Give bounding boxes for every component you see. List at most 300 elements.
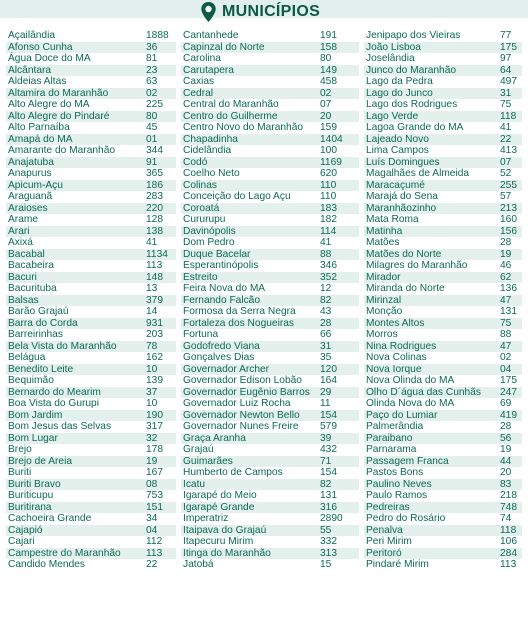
municipality-count: 128: [146, 214, 163, 225]
municipality-count: 34: [146, 513, 158, 524]
municipality-count: 159: [320, 122, 337, 133]
municipality-count: 28: [500, 237, 512, 248]
municipality-count: 04: [146, 524, 158, 536]
municipality-name: Olho D´água das Cunhãs: [366, 386, 481, 398]
municipality-row: [181, 444, 359, 456]
municipality-count: 284: [500, 547, 517, 559]
municipality-count: 80: [146, 110, 158, 122]
municipality-count: 69: [500, 398, 512, 409]
municipality-name: Formosa da Serra Negra: [183, 306, 296, 317]
page-header: [0, 0, 528, 26]
municipality-row: [364, 490, 522, 502]
municipality-row: [6, 502, 176, 514]
municipality-count: 41: [320, 237, 332, 248]
municipality-name: Coroatá: [183, 202, 220, 214]
municipality-row: [181, 329, 359, 341]
municipality-row: [364, 502, 522, 514]
municipality-column-1: [6, 30, 176, 571]
municipality-name: Barra do Corda: [8, 317, 78, 329]
municipality-name: Coelho Neto: [183, 168, 240, 179]
municipality-count: 66: [320, 329, 332, 340]
municipality-row: [364, 111, 522, 123]
municipality-name: Mirador: [366, 271, 401, 283]
municipality-row: [6, 375, 176, 387]
municipality-name: Matinha: [366, 225, 403, 237]
municipality-name: Bacurituba: [8, 283, 57, 294]
municipality-name: Luís Domingues: [366, 156, 440, 168]
municipality-name: Igarapé Grande: [183, 501, 255, 513]
municipality-name: Cururupu: [183, 214, 226, 225]
municipality-count: 164: [320, 375, 337, 386]
municipality-count: 118: [500, 110, 517, 122]
municipality-name: Lima Campos: [366, 145, 429, 156]
municipality-count: 154: [320, 409, 337, 421]
municipality-count: 43: [320, 306, 332, 317]
municipality-row: [364, 329, 522, 341]
municipality-name: Parnarama: [366, 444, 417, 455]
municipality-row: [364, 421, 522, 433]
municipality-count: 32: [146, 432, 158, 444]
municipality-row: [6, 30, 176, 42]
municipality-count: 138: [146, 225, 163, 237]
municipality-row: [181, 421, 359, 433]
municipality-name: Matões: [366, 237, 400, 248]
municipality-row: [6, 548, 176, 560]
municipality-count: 1134: [146, 248, 168, 260]
municipality-name: Pedro do Rosário: [366, 513, 446, 524]
municipality-row: [6, 157, 176, 169]
municipality-count: 579: [320, 421, 337, 432]
municipality-count: 29: [320, 386, 332, 398]
municipality-name: Matões do Norte: [366, 248, 442, 260]
municipality-row: [364, 559, 522, 571]
municipality-count: 379: [146, 294, 163, 306]
municipality-count: 255: [500, 179, 517, 191]
municipality-count: 148: [146, 271, 163, 283]
municipality-row: [364, 467, 522, 479]
municipality-name: Central do Maranhão: [183, 99, 279, 110]
municipality-row: [6, 364, 176, 376]
municipality-row: [6, 341, 176, 353]
municipality-count: 190: [146, 409, 163, 421]
municipality-row: [364, 306, 522, 318]
municipality-row: [6, 88, 176, 100]
municipality-name: Campestre do Maranhão: [8, 547, 121, 559]
municipality-count: 01: [146, 133, 158, 145]
municipality-row: [6, 203, 176, 215]
municipality-name: Pastos Bons: [366, 467, 424, 478]
municipality-row: [6, 318, 176, 330]
municipality-row: [6, 295, 176, 307]
municipality-name: Chapadinha: [183, 133, 238, 145]
municipality-row: [6, 99, 176, 111]
municipality-row: [364, 364, 522, 376]
municipality-name: Olinda Nova do MA: [366, 398, 455, 409]
municipality-name: Itapecuru Mirim: [183, 536, 254, 547]
municipality-row: [6, 249, 176, 261]
municipality-row: [364, 226, 522, 238]
municipality-name: Barão Grajaú: [8, 306, 69, 317]
municipality-row: [181, 111, 359, 123]
municipality-name: Palmerândia: [366, 421, 424, 432]
municipality-count: 365: [146, 168, 163, 179]
municipality-column-2: [181, 30, 359, 571]
municipality-name: Godofredo Viana: [183, 340, 260, 352]
municipality-row: [181, 364, 359, 376]
municipality-name: Itaipava do Grajaú: [183, 524, 267, 536]
municipality-name: Aldeias Altas: [8, 76, 67, 87]
municipality-count: 748: [500, 501, 517, 513]
municipality-row: [6, 559, 176, 571]
municipality-row: [181, 214, 359, 226]
municipality-name: Buriti: [8, 467, 32, 478]
municipality-name: Brejo de Areia: [8, 455, 72, 467]
municipality-row: [364, 260, 522, 272]
municipality-name: Arari: [8, 225, 30, 237]
municipality-name: Axixá: [8, 237, 33, 248]
municipality-name: Araioses: [8, 202, 48, 214]
municipality-row: [181, 168, 359, 180]
municipality-row: [364, 145, 522, 157]
municipality-row: [6, 180, 176, 192]
municipality-row: [6, 260, 176, 272]
municipality-count: 183: [320, 202, 337, 214]
municipality-row: [6, 329, 176, 341]
municipality-row: [6, 433, 176, 445]
municipality-row: [181, 479, 359, 491]
municipality-row: [364, 180, 522, 192]
header-title-group: [200, 1, 320, 23]
municipality-row: [364, 433, 522, 445]
municipality-name: Colinas: [183, 179, 217, 191]
municipality-count: 13: [146, 283, 158, 294]
municipality-count: 74: [500, 513, 512, 524]
municipality-row: [181, 249, 359, 261]
municipality-name: Governador Nunes Freire: [183, 421, 299, 432]
municipality-row: [181, 318, 359, 330]
municipality-row: [181, 433, 359, 445]
municipality-row: [6, 398, 176, 410]
municipality-count: 20: [320, 110, 332, 122]
municipality-row: [6, 76, 176, 88]
municipality-count: 225: [146, 99, 163, 110]
municipality-count: 175: [500, 375, 517, 386]
municipality-row: [364, 525, 522, 537]
municipality-row: [364, 157, 522, 169]
municipality-row: [6, 111, 176, 123]
municipality-name: Caxias: [183, 76, 215, 87]
municipality-count: 313: [320, 547, 337, 559]
municipality-count: 55: [320, 524, 332, 536]
municipality-name: Alcântara: [8, 64, 52, 76]
municipality-count: 31: [320, 340, 332, 352]
municipality-row: [364, 375, 522, 387]
municipality-count: 167: [146, 467, 163, 478]
municipality-name: Fernando Falcão: [183, 294, 261, 306]
municipality-name: Candido Mendes: [8, 559, 86, 570]
municipality-row: [364, 513, 522, 525]
municipality-name: Pindaré Mirim: [366, 559, 429, 570]
municipality-name: Fortaleza dos Nogueiras: [183, 317, 294, 329]
municipality-row: [181, 283, 359, 295]
municipality-count: 22: [146, 559, 158, 570]
municipality-count: 332: [320, 536, 337, 547]
municipality-name: Afonso Cunha: [8, 41, 73, 53]
municipality-name: Bacabal: [8, 248, 45, 260]
municipality-row: [364, 65, 522, 77]
municipality-row: [364, 536, 522, 548]
municipality-count: 419: [500, 409, 517, 421]
municipality-count: 110: [320, 179, 337, 191]
municipality-count: 31: [500, 87, 512, 99]
municipality-name: Bom Jardim: [8, 409, 63, 421]
municipality-row: [6, 145, 176, 157]
municipality-name: Igarapé do Meio: [183, 490, 257, 501]
municipality-name: Paulo Ramos: [366, 490, 428, 501]
municipality-name: Amapá do MA: [8, 133, 73, 145]
municipality-name: Bacuri: [8, 271, 37, 283]
municipality-row: [181, 410, 359, 422]
municipality-name: Governador Luiz Rocha: [183, 398, 291, 409]
municipality-row: [181, 387, 359, 399]
municipality-name: Grajaú: [183, 444, 214, 455]
municipality-row: [6, 513, 176, 525]
municipality-count: 02: [146, 87, 158, 99]
municipality-name: Alto Alegre do Pindaré: [8, 110, 110, 122]
municipality-name: Penalva: [366, 524, 403, 536]
municipality-name: Marajá do Sena: [366, 191, 438, 202]
municipality-name: Bacabeira: [8, 260, 54, 271]
municipality-name: Carolina: [183, 53, 221, 64]
municipality-row: [181, 65, 359, 77]
municipality-row: [6, 387, 176, 399]
municipality-count: 11: [320, 398, 331, 409]
page-title: MUNICÍPIOS: [222, 3, 321, 20]
municipality-name: Alto Parnaíba: [8, 122, 70, 133]
municipality-row: [181, 76, 359, 88]
municipality-name: Mirinzal: [366, 294, 402, 306]
municipality-count: 316: [320, 501, 337, 513]
municipality-count: 47: [500, 294, 512, 306]
municipality-count: 175: [500, 41, 517, 53]
municipality-name: João Lisboa: [366, 41, 421, 53]
municipality-name: Itinga do Maranhão: [183, 547, 271, 559]
municipality-row: [181, 548, 359, 560]
municipality-row: [181, 203, 359, 215]
municipality-count: 62: [500, 271, 512, 283]
municipality-name: Bernardo do Mearim: [8, 386, 101, 398]
municipality-name: Arame: [8, 214, 39, 225]
municipality-name: Lajeado Novo: [366, 133, 429, 145]
municipality-count: 1169: [320, 156, 342, 168]
municipality-name: Miranda do Norte: [366, 283, 445, 294]
municipality-row: [364, 88, 522, 100]
municipality-count: 162: [146, 352, 163, 363]
municipality-name: Alto Alegre do MA: [8, 99, 90, 110]
municipality-row: [6, 525, 176, 537]
municipality-name: Lago do Junco: [366, 87, 433, 99]
municipality-name: Capinzal do Norte: [183, 41, 265, 53]
municipality-count: 15: [320, 559, 332, 570]
municipality-name: Belágua: [8, 352, 46, 363]
municipality-row: [364, 42, 522, 54]
municipality-name: Bom Jesus das Selvas: [8, 421, 112, 432]
municipality-count: 131: [500, 306, 517, 317]
municipality-row: [6, 42, 176, 54]
municipality-name: Maranhãozinho: [366, 202, 437, 214]
municipality-count: 41: [500, 122, 512, 133]
municipality-name: Fortuna: [183, 329, 219, 340]
municipality-name: Açailândia: [8, 30, 56, 41]
municipality-count: 80: [320, 53, 332, 64]
municipality-count: 136: [500, 283, 517, 294]
municipality-count: 12: [320, 283, 332, 294]
municipality-name: Governador Edison Lobão: [183, 375, 302, 386]
municipality-count: 71: [320, 455, 332, 467]
municipality-row: [6, 237, 176, 249]
municipality-row: [6, 456, 176, 468]
municipality-count: 113: [146, 547, 163, 559]
municipality-name: Governador Archer: [183, 363, 270, 375]
municipality-count: 08: [146, 478, 158, 490]
municipality-count: 81: [146, 53, 158, 64]
municipality-column-3: [364, 30, 522, 571]
municipality-row: [181, 456, 359, 468]
municipality-name: Gonçalves Dias: [183, 352, 255, 363]
municipality-name: Buriti Bravo: [8, 478, 61, 490]
municipality-count: 64: [500, 64, 512, 76]
municipality-row: [364, 76, 522, 88]
municipality-row: [181, 99, 359, 111]
municipality-count: 931: [146, 317, 163, 329]
municipality-name: Passagem Franca: [366, 455, 449, 467]
municipality-name: Mata Roma: [366, 214, 419, 225]
municipality-row: [6, 536, 176, 548]
municipality-count: 100: [320, 145, 337, 156]
municipality-count: 113: [146, 260, 163, 271]
municipality-count: 112: [146, 536, 163, 547]
municipality-row: [181, 53, 359, 65]
municipality-count: 2890: [320, 513, 343, 524]
municipality-count: 75: [500, 99, 512, 110]
municipality-count: 57: [500, 191, 512, 202]
municipality-count: 220: [146, 202, 163, 214]
municipality-row: [181, 306, 359, 318]
municipality-row: [181, 513, 359, 525]
municipality-name: Humberto de Campos: [183, 467, 283, 478]
municipality-row: [364, 548, 522, 560]
municipality-count: 83: [500, 478, 512, 490]
municipality-row: [181, 260, 359, 272]
municipality-count: 19: [500, 444, 512, 455]
municipality-name: Água Doce do MA: [8, 53, 91, 64]
municipality-count: 247: [500, 386, 517, 398]
municipality-row: [364, 479, 522, 491]
municipality-count: 352: [320, 271, 337, 283]
municipality-row: [364, 444, 522, 456]
municipality-count: 620: [320, 168, 337, 179]
municipality-count: 02: [320, 87, 332, 99]
municipality-count: 113: [500, 559, 517, 570]
municipality-row: [364, 53, 522, 65]
municipality-row: [6, 444, 176, 456]
municipality-name: Duque Bacelar: [183, 248, 251, 260]
municipality-row: [364, 191, 522, 203]
municipality-row: [364, 341, 522, 353]
municipality-count: 45: [146, 122, 158, 133]
municipality-row: [181, 191, 359, 203]
municipality-row: [181, 536, 359, 548]
municipality-count: 158: [320, 41, 337, 53]
municipality-count: 432: [320, 444, 337, 455]
municipality-name: Cajari: [8, 536, 35, 547]
municipality-name: Paço do Lumiar: [366, 409, 438, 421]
municipality-row: [181, 490, 359, 502]
municipality-row: [6, 410, 176, 422]
municipality-name: Peritoró: [366, 547, 402, 559]
municipality-name: Nova Iorque: [366, 363, 422, 375]
municipality-count: 120: [320, 363, 337, 375]
municipality-count: 63: [146, 76, 158, 87]
municipality-name: Buritirana: [8, 501, 52, 513]
municipality-name: Buriticupu: [8, 490, 54, 501]
municipality-row: [181, 122, 359, 134]
municipality-row: [364, 134, 522, 146]
municipality-count: 22: [500, 133, 512, 145]
municipality-count: 78: [146, 340, 158, 352]
municipality-name: Anapurus: [8, 168, 52, 179]
municipality-row: [181, 352, 359, 364]
municipality-name: Brejo: [8, 444, 32, 455]
municipality-name: Esperantinópolis: [183, 260, 259, 271]
municipality-count: 203: [146, 329, 163, 340]
municipality-count: 213: [500, 202, 517, 214]
municipality-row: [181, 559, 359, 571]
municipality-name: Cidelândia: [183, 145, 232, 156]
municipality-row: [6, 467, 176, 479]
municipality-count: 458: [320, 76, 337, 87]
municipality-name: Milagres do Maranhão: [366, 260, 468, 271]
municipality-name: Balsas: [8, 294, 39, 306]
municipality-count: 28: [500, 421, 512, 432]
municipality-name: Nina Rodrigues: [366, 340, 437, 352]
municipality-name: Montes Altos: [366, 317, 425, 329]
municipality-row: [6, 168, 176, 180]
municipality-row: [364, 398, 522, 410]
municipality-name: Centro do Guilherme: [183, 110, 278, 122]
municipality-count: 154: [320, 467, 337, 478]
municipality-row: [6, 306, 176, 318]
municipality-row: [181, 145, 359, 157]
municipality-row: [364, 249, 522, 261]
municipality-count: 317: [146, 421, 163, 432]
municipality-count: 346: [320, 260, 337, 271]
municipality-row: [6, 352, 176, 364]
municipality-name: Maracaçumé: [366, 179, 425, 191]
municipality-name: Pedreiras: [366, 501, 410, 513]
municipality-row: [364, 318, 522, 330]
municipality-row: [364, 30, 522, 42]
municipality-count: 41: [146, 237, 158, 248]
municipality-count: 283: [146, 191, 163, 202]
municipality-count: 218: [500, 490, 517, 501]
municipality-row: [181, 180, 359, 192]
municipality-row: [6, 226, 176, 238]
municipality-name: Cedral: [183, 87, 214, 99]
municipality-row: [6, 479, 176, 491]
municipality-count: 88: [500, 329, 512, 340]
municipality-name: Bom Lugar: [8, 432, 58, 444]
